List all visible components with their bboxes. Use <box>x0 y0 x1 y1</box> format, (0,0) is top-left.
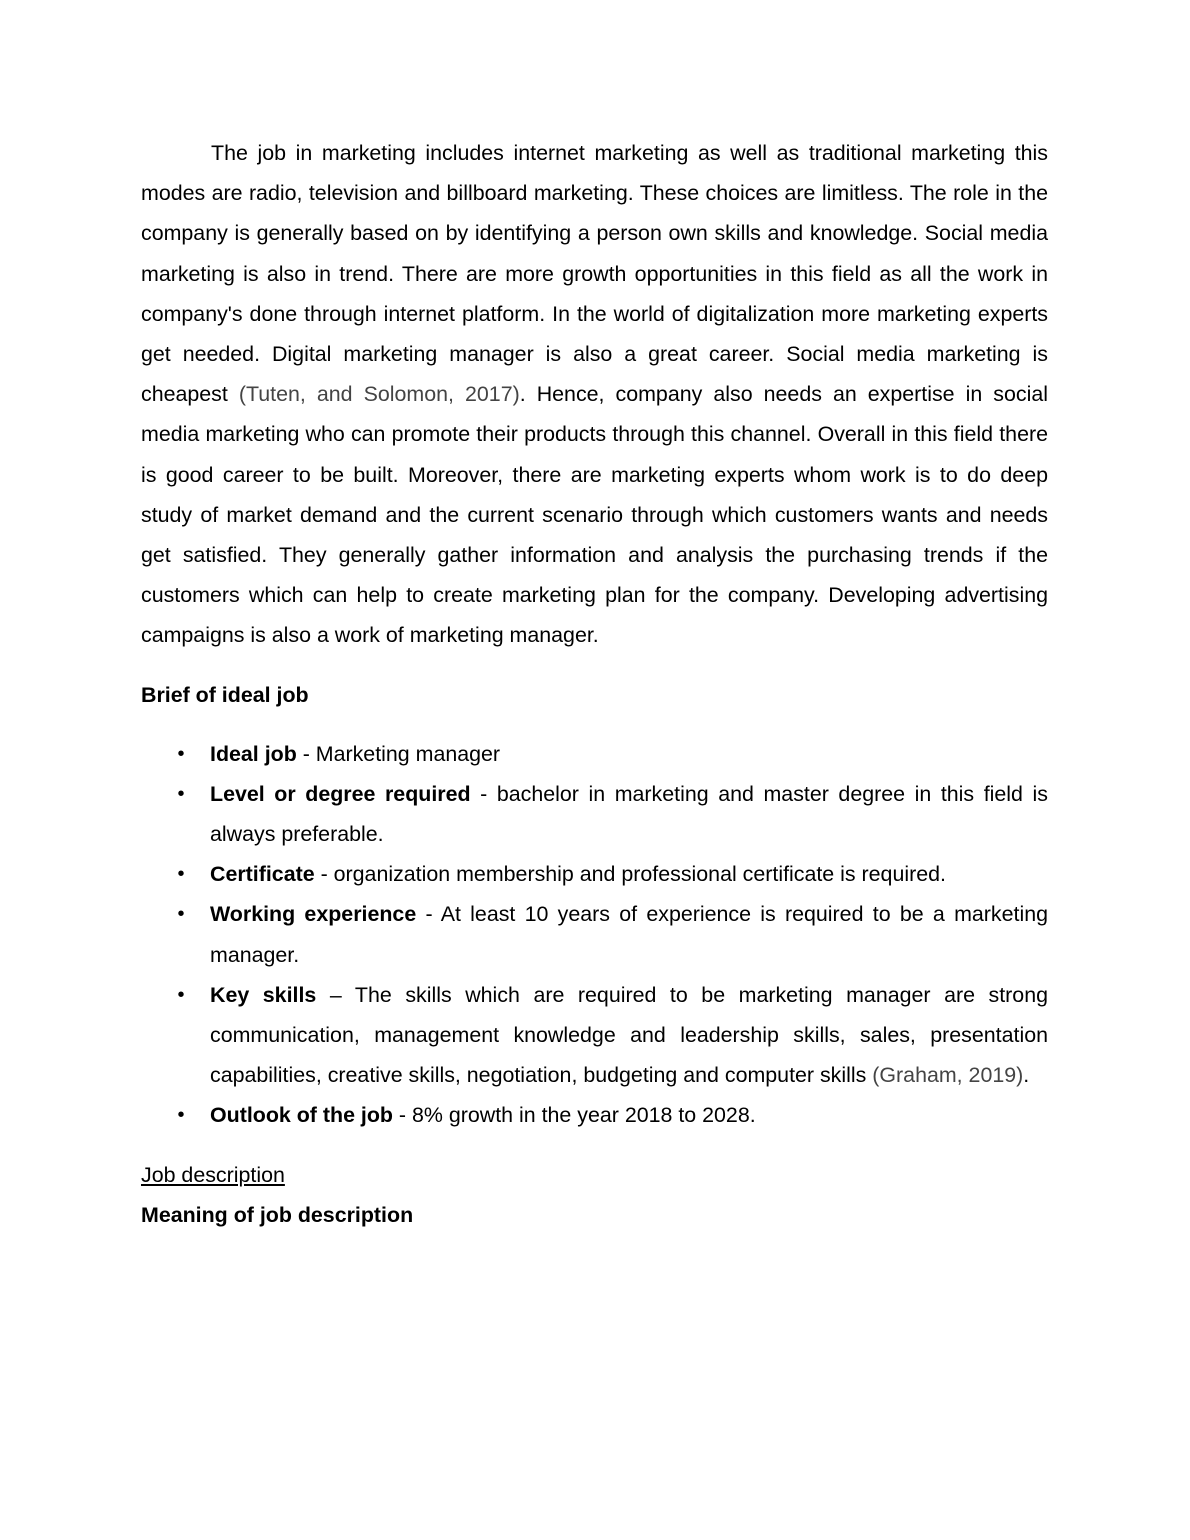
item-text: - 8% growth in the year 2018 to 2028. <box>392 1103 756 1128</box>
item-term: Working experience <box>210 902 417 927</box>
bullet-icon: • <box>177 903 185 926</box>
item-term: Outlook of the job <box>210 1103 393 1128</box>
meaning-heading: Meaning of job description <box>141 1202 414 1227</box>
intro-paragraph <box>141 133 1048 656</box>
list-item <box>141 975 1048 1096</box>
bullet-icon: • <box>177 1104 185 1127</box>
list-item <box>141 734 1048 774</box>
item-term: Key skills <box>210 982 317 1007</box>
list-item <box>141 774 1048 854</box>
item-term: Certificate <box>210 862 315 887</box>
item-tail: . <box>1023 1063 1030 1088</box>
bullet-icon: • <box>177 782 185 805</box>
brief-heading: Brief of ideal job <box>141 682 309 707</box>
ideal-job-list <box>141 734 1048 1136</box>
bullet-icon: • <box>177 863 185 886</box>
list-item <box>141 894 1048 974</box>
bullet-icon: • <box>177 983 185 1006</box>
list-item <box>141 1095 1048 1135</box>
item-term: Level or degree required <box>210 781 471 806</box>
item-text: - At least 10 years of experience is required to be a marketing manager. <box>210 902 1048 967</box>
intro-text-a: The job in marketing includes internet marketing as well as traditional marketing this modes are radio, television and billboard marketing. These choices are limitless. The role in the company is generally based on by identifying a person own skills and knowledge. Social media marketing is also in trend. There are more growth opportunities in this field as all the work in company's done through internet platform. In the world of digitalization more marketing experts get needed. Digital marketing manager is also a great career. Social media marketing is cheapest <box>141 141 1048 407</box>
list-item <box>141 854 1048 894</box>
bullet-icon: • <box>177 742 185 765</box>
item-citation: (Graham, 2019) <box>872 1063 1024 1088</box>
item-text: - bachelor in marketing and master degree in this field is always preferable. <box>210 781 1048 847</box>
item-text: - Marketing manager <box>296 741 501 766</box>
intro-citation: (Tuten, and Solomon, 2017) <box>238 382 520 407</box>
item-text: – The skills which are required to be marketing manager are strong communication, management knowledge and leadership skills, sales, presentation capabilities, creative skills, negotiation, budgeting and computer skills <box>210 982 1048 1088</box>
item-text: - organization membership and professional certificate is required. <box>314 862 946 887</box>
job-description-heading: Job description <box>141 1162 285 1187</box>
item-term: Ideal job <box>210 741 297 766</box>
page-content <box>141 133 1048 1235</box>
intro-text-b: . Hence, company also needs an expertise in social media marketing who can promote their products through this channel. Overall in this field there is good career to be built. Moreover, there are marketing experts whom work is to do deep study of market demand and the current scenario through which customers wants and needs get satisfied. They generally gather information and analysis the purchasing trends if the customers which can help to create marketing plan for the company. Developing advertising campaigns is also a work of marketing manager. <box>141 382 1048 648</box>
